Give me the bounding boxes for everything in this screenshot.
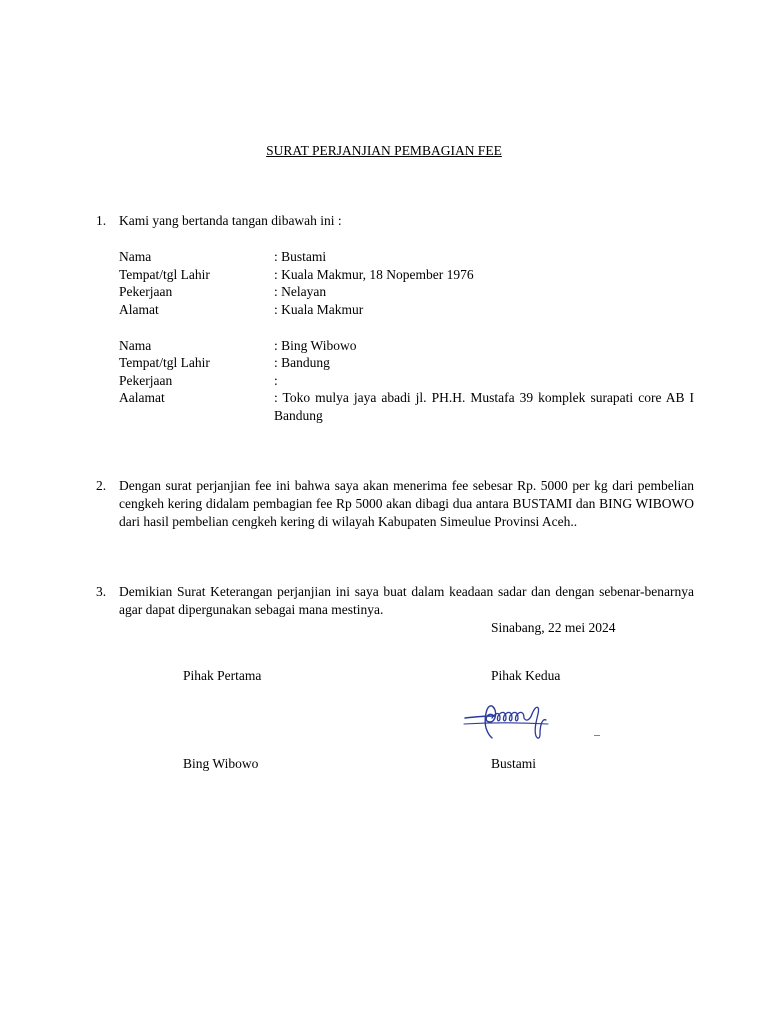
section-1-number: 1. [96, 213, 107, 228]
party2-address-value: : Toko mulya jaya abadi jl. PH.H. Mustafa 39 komplek surapati core AB I Bandung [274, 390, 694, 423]
party2-job-label: Pekerjaan [119, 373, 173, 388]
second-party-role: Pihak Kedua [491, 668, 561, 683]
section-3-number: 3. [96, 584, 107, 599]
party2-job-value: : [274, 373, 278, 388]
document-title: SURAT PERJANJIAN PEMBAGIAN FEE [266, 143, 502, 158]
section-1-intro: Kami yang bertanda tangan dibawah ini : [119, 213, 342, 228]
party2-name-label: Nama [119, 338, 152, 353]
section-3-text: Demikian Surat Keterangan perjanjian ini saya buat dalam keadaan sadar dan dengan sebenar-benarnya agar dapat dipergunakan sebagai mana mestinya. [119, 584, 694, 617]
section-2-number: 2. [96, 478, 107, 493]
second-party-name: Bustami [491, 756, 537, 771]
party2-birth-value: : Bandung [274, 355, 330, 370]
party1-address-label: Alamat [119, 302, 159, 317]
party1-address-value: : Kuala Makmur [274, 302, 364, 317]
party1-name-label: Nama [119, 249, 152, 264]
party1-birth-label: Tempat/tgl Lahir [119, 267, 210, 282]
first-party-role: Pihak Pertama [183, 668, 262, 683]
section-2-text: Dengan surat perjanjian fee ini bahwa saya akan menerima fee sebesar Rp. 5000 per kg dari pembelian cengkeh kering didalam pembagian fee Rp 5000 akan dibagi dua antara BUSTAMI dan BING WIBOWO dari hasil pembelian cengkeh kering di wilayah Kabupaten Simeulue Provinsi Aceh.. [119, 478, 694, 529]
party2-name-value: : Bing Wibowo [274, 338, 357, 353]
party1-name-value: : Bustami [274, 249, 327, 264]
party1-birth-value: : Kuala Makmur, 18 Nopember 1976 [274, 267, 474, 282]
ink-mark [594, 735, 600, 736]
party2-address-label: Aalamat [119, 390, 165, 405]
handwritten-signature [462, 700, 554, 742]
place-date: Sinabang, 22 mei 2024 [491, 620, 616, 635]
first-party-name: Bing Wibowo [183, 756, 259, 771]
party1-job-value: : Nelayan [274, 284, 327, 299]
party1-job-label: Pekerjaan [119, 284, 173, 299]
party2-birth-label: Tempat/tgl Lahir [119, 355, 210, 370]
